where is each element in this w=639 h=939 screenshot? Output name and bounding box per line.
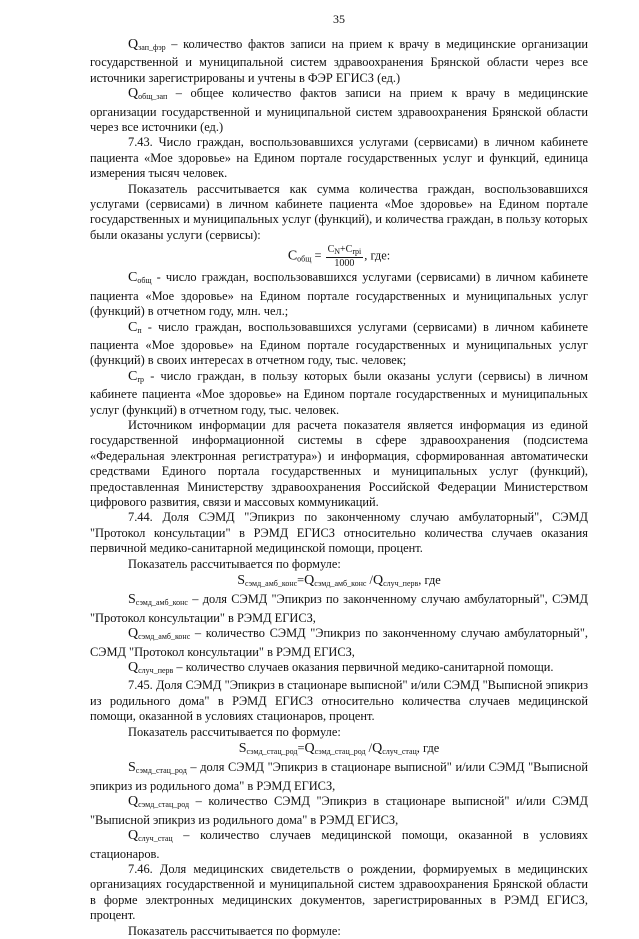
fraction: $\frac{C_N+C_{rpi}}{1000}$ xyxy=(327,244,362,270)
paragraph-q-zap-fer: $Q_{зап\_фэр}$ – количество фактов записи на прием к врачу в медицинские организации государственной и муниципальной систем здравоохранения Брянской области через все источники зарегистрированы и учтены в ФЭР ЕГИСЗ (ед.) xyxy=(90,37,588,85)
paragraph-formula-intro-3: Показатель рассчитывается по формуле: xyxy=(128,923,341,938)
paragraph-7-43: 7.43. Число граждан, воспользовавшихся услугами (сервисами) в личном кабинете пациента «Мое здоровье» на Едином портале государственных услуг и функций, единица измерения тысяч человек. xyxy=(90,135,588,181)
paragraph-s-amb-kons: $S_{сэмд\_амб\_конс}$ – доля СЭМД "Эпикриз по законченному случаю амбулаторный", СЭМД "Протокол консультации" в РЭМД ЕГИСЗ, xyxy=(90,592,588,625)
paragraph-q-stac-rod: $Q_{сэмд\_стац\_род}$ – количество СЭМД "Эпикриз в стационаре выписной" и/или СЭМД "Выписной эпикриз из родильного дома" в РЭМД ЕГИСЗ, xyxy=(90,794,588,827)
paragraph-s-stac-rod: $S_{сэмд\_стац\_род}$ – доля СЭМД "Эпикриз в стационаре выписной" и/или СЭМД "Выписной эпикриз из родильного дома" в РЭМД ЕГИСЗ, xyxy=(90,760,588,793)
formula-s-stac-rod: $S_{сэмд\_стац\_род}=Q_{сэмд\_стац\_род}$ $/Q_{случ\_стац}$, где xyxy=(238,741,440,757)
paragraph-calc-sum: Показатель рассчитывается как сумма количества граждан, воспользовавшихся услугами (сервисами) в личном кабинете пациента «Мое здоровье» на Едином портале государственных и муниципальных услуг (функций), и количества граждан, в пользу которых были оказаны услуги (сервисы): xyxy=(90,181,588,242)
paragraph-q-amb-kons: $Q_{сэмд\_амб\_конс}$ – количество СЭМД "Эпикриз по законченному случаю амбулаторный", СЭМД "Протокол консультации" в РЭМД ЕГИСЗ, xyxy=(90,626,588,659)
formula-c-obsh: $C_{общ}$ = $\frac{C_N+C_{rpi}}{1000}$ , где: xyxy=(287,244,391,270)
paragraph-c-p: $C_п$ - число граждан, воспользовавшихся услугами (сервисами) в личном кабинете пациента «Мое здоровье» на Едином портале государственных и муниципальных услуг (функций) в своих интересах в отчетном году, тыс. человек; xyxy=(90,319,588,368)
paragraph-q-obsh-zap: $Q_{общ\_зап}$ – общее количество фактов записи на прием к врачу в медицинские организации государственной и муниципальной систем здравоохранения Брянской области через все источники (ед.) xyxy=(90,86,588,135)
formula-s-amb-kons: $S_{сэмд\_амб\_конс}=Q_{сэмд\_амб\_конс}$ $/Q_{случ\_перв}$, где xyxy=(237,573,441,588)
paragraph-7-45: 7.45. Доля СЭМД "Эпикриз в стационаре выписной" и/или СЭМД "Выписной эпикриз из родильного дома" в РЭМД ЕГИСЗ относительно количества случаев медицинской помощи, оказанной в условиях стационаров, процент. xyxy=(90,678,588,724)
paragraph-q-sluch-stac: $Q_{случ\_стац}$ – количество случаев медицинской помощи, оказанной в условиях стационаров. xyxy=(90,828,588,861)
paragraph-c-rp: $C_{rp}$ - число граждан, в пользу которых были оказаны услуги (сервисы) в личном кабинете пациента «Мое здоровье» на Едином портале государственных и муниципальных услуг (функций) в отчетном году, тыс. человек. xyxy=(90,368,588,417)
document-body xyxy=(90,37,588,939)
paragraph-7-44: 7.44. Доля СЭМД "Эпикриз по законченному случаю амбулаторный", СЭМД "Протокол консультации" в РЭМД ЕГИСЗ относительно количества случаев оказания первичной медико-санитарной медицинской помощи, процент. xyxy=(90,510,588,556)
document-page xyxy=(90,0,588,938)
paragraph-formula-intro-1: Показатель рассчитывается по формуле: xyxy=(128,556,341,571)
paragraph-q-sluch-perv: $Q_{случ\_перв}$ – количество случаев оказания первичной медико-санитарной помощи. xyxy=(128,660,554,676)
page-number: 35 xyxy=(333,12,345,26)
paragraph-c-obsh: $C_{общ}$ - число граждан, воспользовавшихся услугами (сервисами) в личном кабинете пациента «Мое здоровье» на Едином портале государственных и муниципальных услуг (функций) в отчетном году, млн. чел.; xyxy=(90,270,588,319)
paragraph-source: Источником информации для расчета показателя является информация из единой государственной информационной системы в сфере здравоохранения (подсистема «Федеральная электронная регистратура») и информация, сформированная автоматически средствами Единого портала государственных и муниципальных услуг (функций), предоставленная Министерству здравоохранения Российской Федерации Министерством цифрового развития, связи и массовых коммуникаций. xyxy=(90,417,588,509)
paragraph-7-46: 7.46. Доля медицинских свидетельств о рождении, формируемых в медицинских организациях государственной и муниципальной систем здравоохранения Брянской области в форме электронных медицинских документов, зарегистрированных в РЭМД ЕГИСЗ, процент. xyxy=(90,861,588,923)
paragraph-formula-intro-2: Показатель рассчитывается по формуле: xyxy=(128,724,341,739)
